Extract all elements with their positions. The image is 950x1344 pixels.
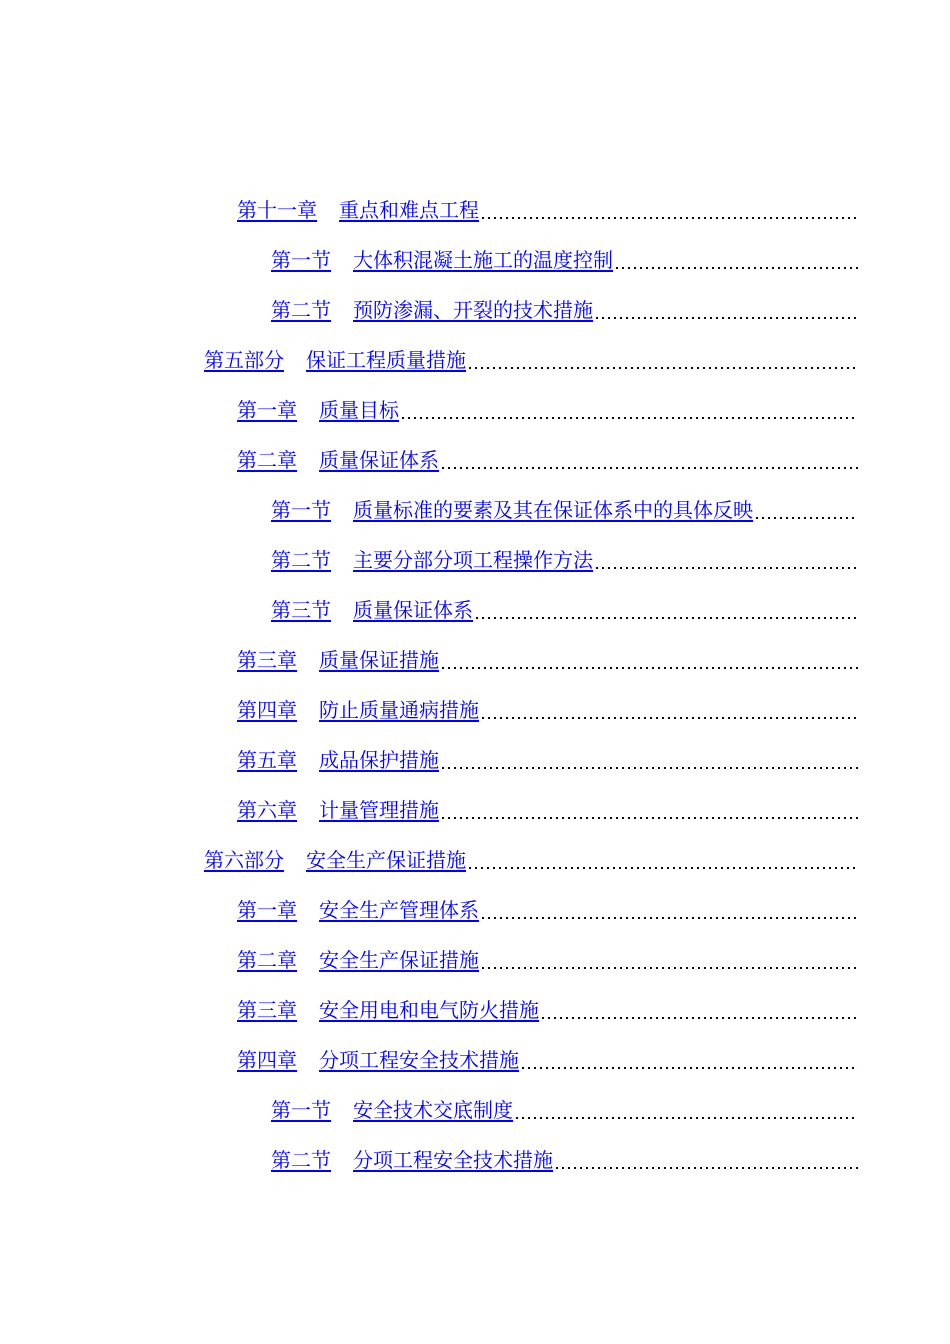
toc-link[interactable] xyxy=(237,747,439,773)
toc-link[interactable] xyxy=(237,1047,519,1073)
toc-link[interactable] xyxy=(237,897,479,923)
toc-entry xyxy=(0,1085,950,1135)
dot-leader xyxy=(614,266,858,270)
dot-leader xyxy=(594,316,858,320)
toc-entry xyxy=(0,485,950,535)
toc-entry-number: 第二章 xyxy=(237,448,297,472)
toc-entry-number: 第二节 xyxy=(271,548,331,572)
toc-entry xyxy=(0,535,950,585)
toc-entry-number: 第四章 xyxy=(237,1048,297,1072)
toc-entry xyxy=(0,185,950,235)
toc-entry xyxy=(0,735,950,785)
toc-entry-number: 第五章 xyxy=(237,748,297,772)
toc-entry-number: 第三节 xyxy=(271,598,331,622)
dot-leader xyxy=(554,1166,858,1170)
dot-leader xyxy=(440,766,858,770)
toc-entry-title: 质量保证体系 xyxy=(353,598,473,622)
toc-link[interactable] xyxy=(271,597,473,623)
toc-entry-number: 第六章 xyxy=(237,798,297,822)
toc-entry-title: 安全生产保证措施 xyxy=(306,848,466,872)
toc-link[interactable] xyxy=(237,197,479,223)
toc-entry-number: 第二节 xyxy=(271,298,331,322)
toc-link[interactable] xyxy=(237,397,399,423)
toc-entry-title: 保证工程质量措施 xyxy=(306,348,466,372)
toc-entry-title: 安全生产管理体系 xyxy=(319,898,479,922)
toc-entry-number: 第四章 xyxy=(237,698,297,722)
toc-entry-title: 防止质量通病措施 xyxy=(319,698,479,722)
toc-entry-number: 第一节 xyxy=(271,498,331,522)
toc-entry-number: 第五部分 xyxy=(204,348,284,372)
toc-entry-title: 安全生产保证措施 xyxy=(319,948,479,972)
toc-link[interactable] xyxy=(271,547,593,573)
toc-entry xyxy=(0,885,950,935)
toc-link[interactable] xyxy=(271,1147,553,1173)
toc-link[interactable] xyxy=(271,247,613,273)
dot-leader xyxy=(480,216,858,220)
toc-entry xyxy=(0,785,950,835)
toc-entry xyxy=(0,585,950,635)
dot-leader xyxy=(514,1116,858,1120)
toc-entry xyxy=(0,335,950,385)
toc-entry-title: 预防渗漏、开裂的技术措施 xyxy=(353,298,593,322)
dot-leader xyxy=(520,1066,858,1070)
dot-leader xyxy=(474,616,858,620)
toc-entry xyxy=(0,1035,950,1085)
toc-entry xyxy=(0,635,950,685)
dot-leader xyxy=(400,416,858,420)
toc-link[interactable] xyxy=(204,847,466,873)
toc-entry-number: 第一章 xyxy=(237,398,297,422)
toc-entry xyxy=(0,285,950,335)
toc-link[interactable] xyxy=(204,347,466,373)
toc-entry-title: 成品保护措施 xyxy=(319,748,439,772)
toc-entry-number: 第十一章 xyxy=(237,198,317,222)
toc-entry-number: 第三章 xyxy=(237,998,297,1022)
dot-leader xyxy=(480,716,858,720)
toc-link[interactable] xyxy=(237,997,539,1023)
toc-link[interactable] xyxy=(271,1097,513,1123)
toc-entry xyxy=(0,435,950,485)
toc-entry xyxy=(0,985,950,1035)
toc-entry-title: 主要分部分项工程操作方法 xyxy=(353,548,593,572)
toc-link[interactable] xyxy=(237,947,479,973)
toc-entry-number: 第一节 xyxy=(271,1098,331,1122)
toc-entry-number: 第一节 xyxy=(271,248,331,272)
toc-entry xyxy=(0,385,950,435)
toc-entry xyxy=(0,1135,950,1185)
dot-leader xyxy=(440,666,858,670)
toc-entry xyxy=(0,935,950,985)
dot-leader xyxy=(480,916,858,920)
dot-leader xyxy=(754,516,858,520)
toc-entry-title: 安全技术交底制度 xyxy=(353,1098,513,1122)
toc-entry xyxy=(0,235,950,285)
toc-link[interactable] xyxy=(237,447,439,473)
toc-entry-title: 质量保证措施 xyxy=(319,648,439,672)
toc-link[interactable] xyxy=(271,497,753,523)
table-of-contents xyxy=(0,185,950,1185)
toc-entry-title: 分项工程安全技术措施 xyxy=(353,1148,553,1172)
toc-entry-number: 第三章 xyxy=(237,648,297,672)
dot-leader xyxy=(440,816,858,820)
dot-leader xyxy=(540,1016,858,1020)
toc-entry-title: 重点和难点工程 xyxy=(339,198,479,222)
dot-leader xyxy=(440,466,858,470)
dot-leader xyxy=(467,866,858,870)
toc-entry-number: 第六部分 xyxy=(204,848,284,872)
toc-entry-number: 第二章 xyxy=(237,948,297,972)
toc-entry-number: 第二节 xyxy=(271,1148,331,1172)
toc-entry-title: 分项工程安全技术措施 xyxy=(319,1048,519,1072)
toc-entry xyxy=(0,835,950,885)
toc-entry-title: 计量管理措施 xyxy=(319,798,439,822)
toc-entry-number: 第一章 xyxy=(237,898,297,922)
toc-entry-title: 质量保证体系 xyxy=(319,448,439,472)
toc-link[interactable] xyxy=(237,647,439,673)
dot-leader xyxy=(480,966,858,970)
toc-entry-title: 安全用电和电气防火措施 xyxy=(319,998,539,1022)
toc-entry-title: 质量标准的要素及其在保证体系中的具体反映 xyxy=(353,498,753,522)
dot-leader xyxy=(594,566,858,570)
toc-entry xyxy=(0,685,950,735)
dot-leader xyxy=(467,366,858,370)
toc-entry-title: 大体积混凝土施工的温度控制 xyxy=(353,248,613,272)
toc-link[interactable] xyxy=(237,797,439,823)
toc-link[interactable] xyxy=(271,297,593,323)
toc-entry-title: 质量目标 xyxy=(319,398,399,422)
toc-link[interactable] xyxy=(237,697,479,723)
